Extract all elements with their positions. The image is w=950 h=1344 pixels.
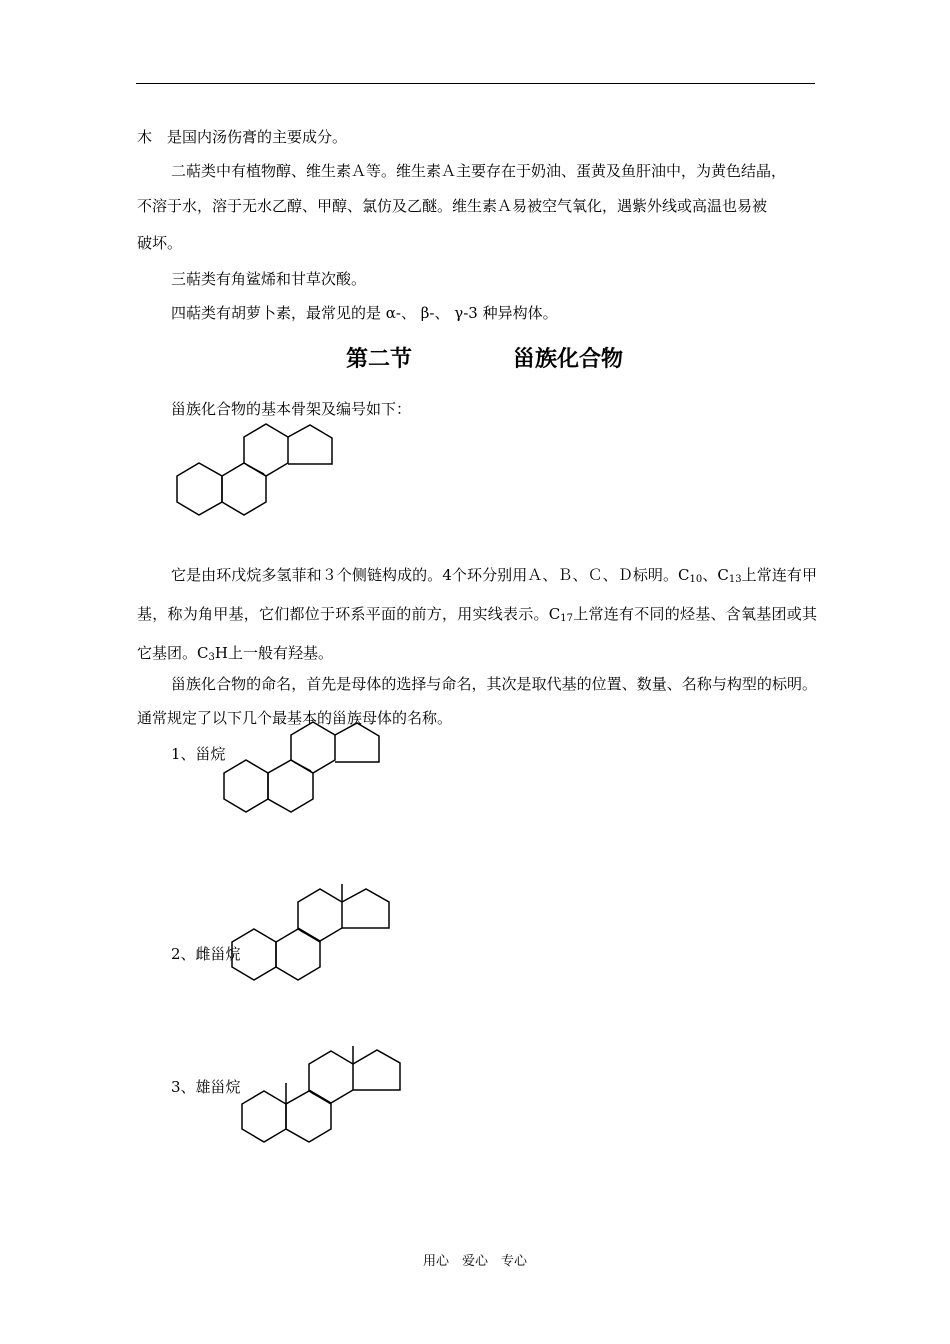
text-line-2: 二萜类中有植物醇、维生素Ａ等。维生素Ａ主要存在于奶油、蛋黄及鱼肝油中，为黄色结晶， — [171, 162, 787, 180]
page-footer: 用心 爱心 专心 — [422, 1254, 527, 1269]
intro-text: 甾族化合物的基本骨架及编号如下： — [171, 400, 412, 418]
paragraph-structure: 它是由环戊烷多氢菲和３个侧链构成的。4个环分别用Ａ、Ｂ、Ｃ、Ｄ标明。$C_{10}$、$C_{13}$上常连有甲基，称为角甲基，它们都位于环系平面的前方，用实线表示。$C_{17}$上常连有不同的烃基、含氧基团或其它基团。$C_3H$上一般有羟基。 — [137, 566, 817, 663]
text-line-4: 破坏。 — [137, 234, 183, 252]
steroid-skeleton-4-androstane — [242, 1046, 400, 1142]
text-line-6: 四萜类有胡萝卜素，最常见的是 α-、 β-、 γ-3 种异构体。 — [171, 304, 558, 322]
steroid-skeleton-2-sterane — [224, 722, 379, 812]
paragraph-naming: 甾族化合物的命名，首先是母体的选择与命名，其次是取代基的位置、数量、名称与构型的标明。通常规定了以下几个最基本的甾族母体的名称。 — [137, 675, 817, 727]
item-estrane: 2、雌甾烷 — [171, 945, 241, 963]
steroid-skeleton-1 — [177, 424, 332, 515]
steroid-skeleton-3-estrane — [232, 884, 389, 980]
text-line-3: 不溶于水，溶于无水乙醇、甲醇、氯仿及乙醚。维生素Ａ易被空气氧化，遇紫外线或高温也易被 — [137, 197, 768, 215]
item-sterane: 1、甾烷 — [171, 745, 226, 763]
text-line-1: 木 是国内汤伤膏的主要成分。 — [137, 128, 348, 146]
section-title: 甾族化合物 — [513, 347, 624, 372]
item-androstane: 3、雄甾烷 — [171, 1078, 241, 1096]
section-number: 第二节 — [346, 347, 413, 372]
text-line-5: 三萜类有角鲨烯和甘草次酸。 — [171, 270, 367, 288]
